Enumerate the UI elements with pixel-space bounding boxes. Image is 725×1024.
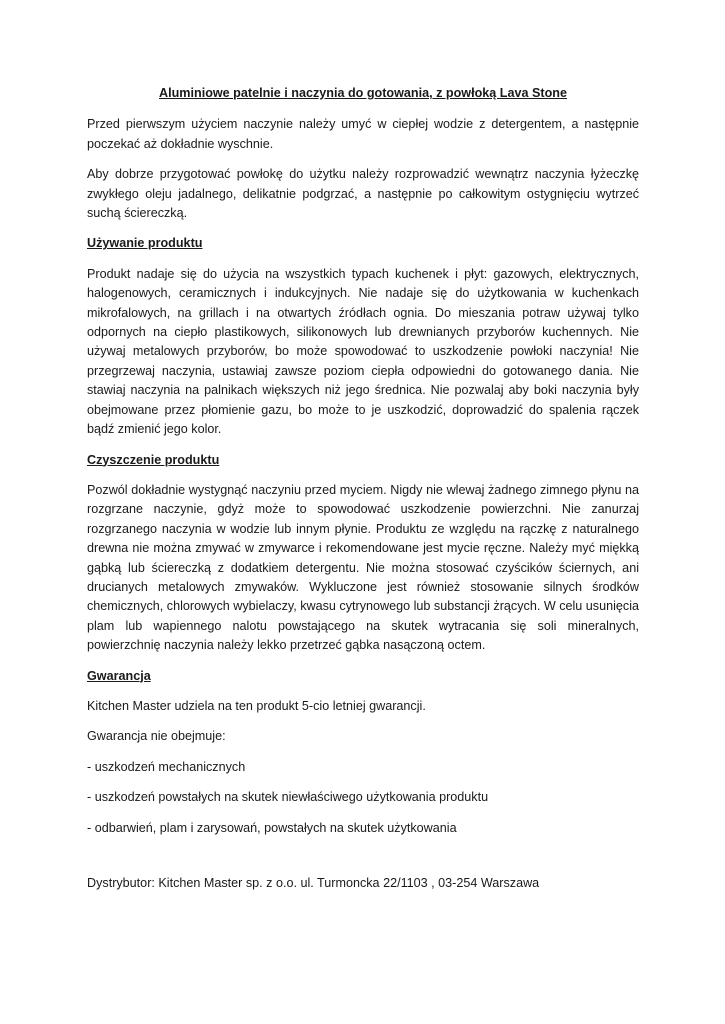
warranty-exclusion-item: - uszkodzeń powstałych na skutek niewłaściwego użytkowania produktu: [87, 790, 489, 805]
cleaning-paragraph: Pozwól dokładnie wystygnąć naczyniu przed myciem. Nigdy nie wlewaj żadnego zimnego płynu na rozgrzane naczynie, gdyż może to spowodować uszkodzenie powierzchni. Nie zanurzaj rozgrzanego naczynia w wodzie lub innym płynie. Produktu ze względu na rączkę z naturalnego drewna nie można zmywać w zmywarce i rekomendowane jest mycie ręczne. Należy myć miękką gąbką lub ściereczką z dodatkiem detergentu. Nie można stosować czyścików ściernych, ani drucianych metalowych zmywaków. Wykluczone jest również stosowanie silnych środków chemicznych, chlorowych wybielaczy, kwasu cytrynowego lub substancji żrących. W celu usunięcia plam lub wapiennego nalotu powstającego na skutek wytracania się soli mineralnych, powierzchnię naczynia należy lekko przetrzeć gąbka nasączoną octem.: [87, 482, 640, 653]
distributor-line: Dystrybutor: Kitchen Master sp. z o.o. ul. Turmoncka 22/1103 , 03-254 Warszawa: [87, 876, 540, 890]
document-page: [87, 84, 639, 904]
intro-paragraph-2: Aby dobrze przygotować powłokę do użytku należy rozprowadzić wewnątrz naczynia łyżeczkę zwykłego oleju jadalnego, delikatnie podgrzać, a następnie po całkowitym ostygnięciu wytrzeć suchą ściereczką.: [87, 167, 639, 221]
warranty-heading: Gwarancja: [87, 668, 151, 683]
warranty-exclusion-item: - uszkodzeń mechanicznych: [87, 759, 246, 774]
intro-paragraph-1: Przed pierwszym użyciem naczynie należy umyć w ciepłej wodzie z detergentem, a następnie poczekać aż dokładnie wyschnie.: [87, 117, 639, 151]
warranty-statement: Kitchen Master udziela na ten produkt 5-cio letniej gwarancji.: [87, 698, 426, 713]
warranty-exclusion-item: - odbarwień, plam i zarysowań, powstałych na skutek użytkowania: [87, 820, 457, 835]
warranty-exclusions-intro: Gwarancja nie obejmuje:: [87, 729, 226, 744]
document-title: Aluminiowe patelnie i naczynia do gotowania, z powłoką Lava Stone: [159, 86, 567, 100]
usage-paragraph: Produkt nadaje się do użycia na wszystkich typach kuchenek i płyt: gazowych, elektrycznych, halogenowych, ceramicznych i indukcyjnych. Nie nadaje się do użytkowania w kuchenkach mikrofalowych, na grillach i na otwartych źródłach ognia. Do mieszania potraw używaj tylko odpornych na ciepło plastikowych, silikonowych lub drewnianych przyborów kuchennych. Nie używaj metalowych przyborów, bo może spowodować to uszkodzenie powłoki naczynia! Nie przegrzewaj naczynia, ustawiaj zawsze poziom ciepła odpowiedni do gotowanego dania. Nie stawiaj naczynia na palnikach większych niż jego średnica. Nie pozwalaj aby boki naczynia były obejmowane przez płomienie gazu, bo może to je uszkodzić, doprowadzić do spalenia rączek bądź zmienić jego kolor.: [87, 266, 639, 437]
usage-heading: Używanie produktu: [87, 236, 203, 251]
cleaning-heading: Czyszczenie produktu: [87, 452, 220, 467]
